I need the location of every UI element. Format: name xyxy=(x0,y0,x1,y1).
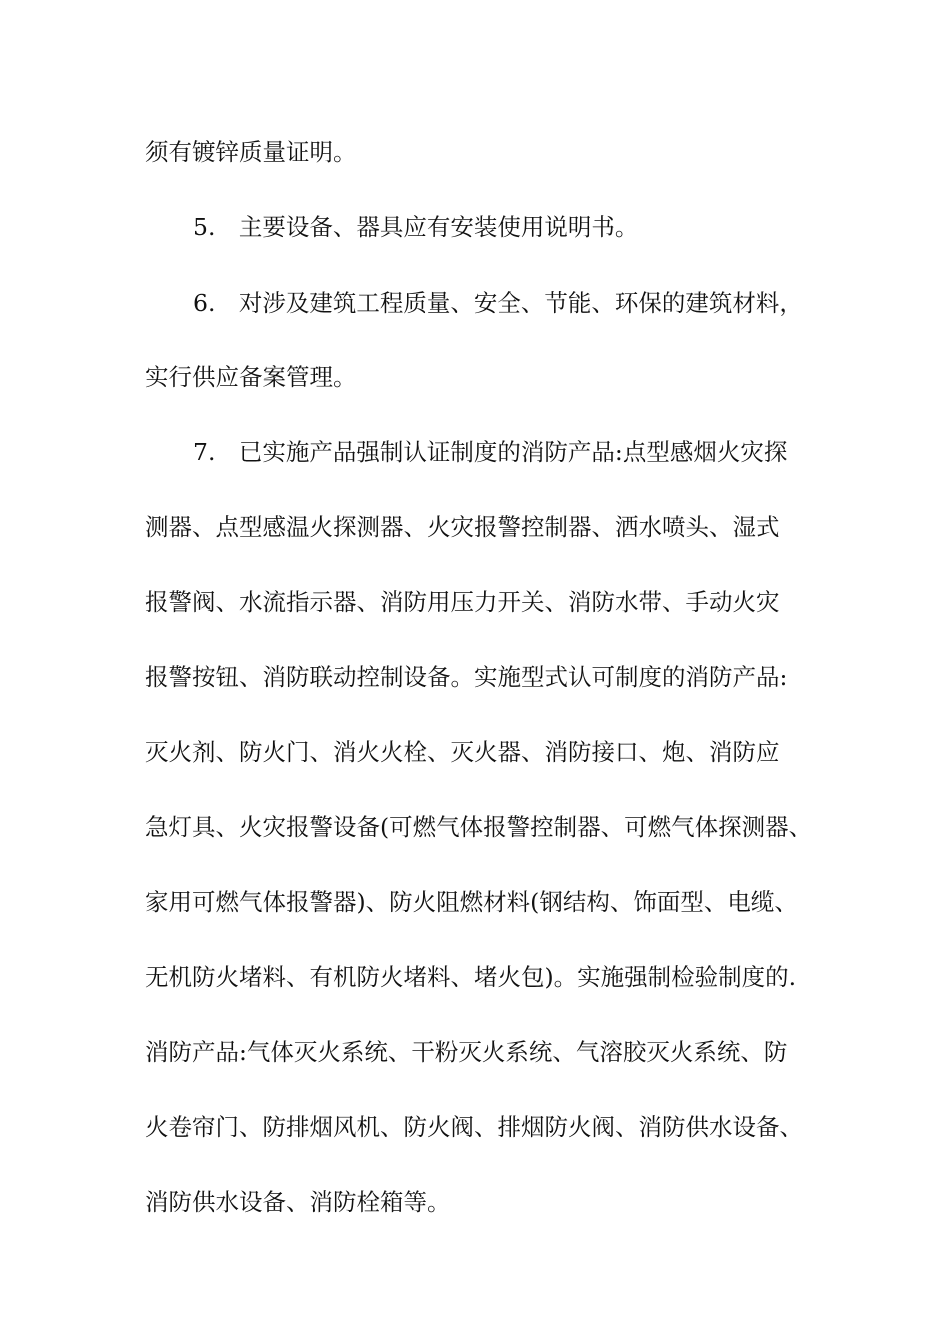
text-line-15: 消防供水设备、消防栓箱等。 xyxy=(145,1188,451,1216)
text-line-13: 消防产品:气体灭火系统、干粉灭火系统、气溶胶灭火系统、防 xyxy=(145,1038,788,1066)
text-line-4: 实行供应备案管理。 xyxy=(145,363,357,391)
list-item-6: 6. 对涉及建筑工程质量、安全、节能、环保的建筑材料， xyxy=(193,289,803,317)
list-item-5: 5. 主要设备、器具应有安装使用说明书。 xyxy=(193,213,639,241)
text-line-9: 灭火剂、防火门、消火火栓、灭火器、消防接口、炮、消防应 xyxy=(145,738,780,766)
text-line-11: 家用可燃气体报警器)、防火阻燃材料(钢结构、饰面型、电缆、 xyxy=(145,888,798,916)
text-line-1: 须有镀锌质量证明。 xyxy=(145,138,357,166)
text-line-8: 报警按钮、消防联动控制设备。实施型式认可制度的消防产品: xyxy=(145,663,788,691)
text-line-6: 测器、点型感温火探测器、火灾报警控制器、洒水喷头、湿式 xyxy=(145,513,780,541)
text-line-14: 火卷帘门、防排烟风机、防火阀、排烟防火阀、消防供水设备、 xyxy=(145,1113,803,1141)
list-item-7: 7. 已实施产品强制认证制度的消防产品:点型感烟火灾探 xyxy=(193,438,788,466)
text-line-10: 急灯具、火灾报警设备(可燃气体报警控制器、可燃气体探测器、 xyxy=(145,813,813,841)
text-line-7: 报警阀、水流指示器、消防用压力开关、消防水带、手动火灾 xyxy=(145,588,780,616)
text-line-12: 无机防火堵料、有机防火堵料、堵火包)。实施强制检验制度的. xyxy=(145,963,797,991)
